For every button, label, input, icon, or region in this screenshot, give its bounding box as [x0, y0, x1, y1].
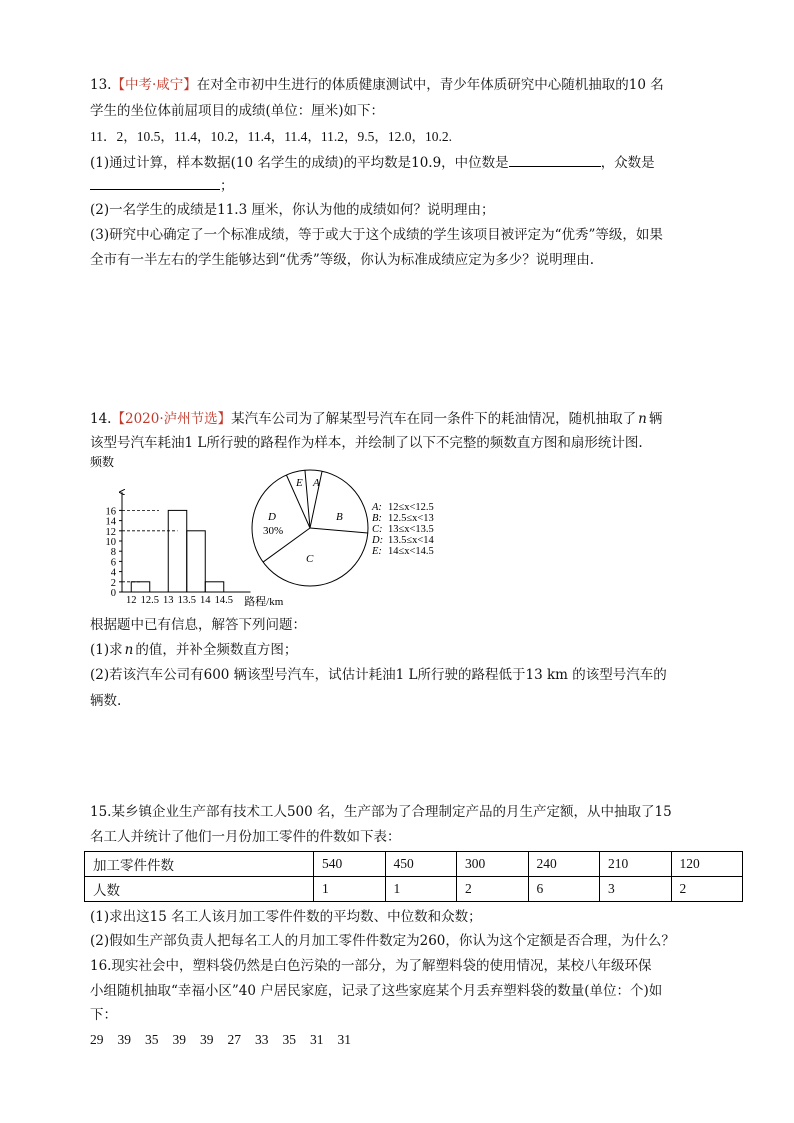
q15-part1: (1)求出这15 名工人该月加工零件件数的平均数、中位数和众数；	[90, 909, 482, 925]
q13-data-line: 11．2，10.5，11.4，10.2，11.4，11.4，11.2，9.5，12.0，10.2.	[90, 129, 452, 144]
table-row	[85, 877, 743, 902]
table-cell: 120	[671, 852, 743, 877]
q16-line3: 下：	[90, 1007, 117, 1023]
legend-range: 13≤x<13.5	[388, 524, 434, 535]
q16-line2: 小组随机抽取“幸福小区”40 户居民家庭，记录了这些家庭某个月丢弃塑料袋的数量(单位：个)如	[90, 983, 663, 999]
pie-slice-label: E	[296, 477, 303, 489]
legend-key: E:	[372, 546, 382, 557]
pie-slice-label: A	[313, 477, 320, 489]
q13-mode-blank[interactable]	[90, 175, 220, 190]
legend-key: A:	[372, 502, 382, 513]
q16-value: 35	[145, 1032, 159, 1047]
q13-median-blank[interactable]	[509, 152, 601, 167]
q13-part2: (2)一名学生的成绩是11.3 厘米，你认为他的成绩如何？说明理由；	[90, 202, 495, 218]
table-cell: 6	[528, 877, 600, 902]
q16-value: 27	[227, 1032, 241, 1047]
q13-part1-text-a: (1)通过计算，样本数据(10 名学生的成绩)的平均数是10.9，中位数是	[90, 155, 509, 171]
q14-part1-var-n: n	[124, 642, 134, 658]
x-axis-label: 路程/km	[244, 596, 284, 608]
table-cell: 450	[385, 852, 457, 877]
q14-number: 14.	[90, 411, 112, 427]
q13-part1-cont	[90, 175, 234, 195]
histogram-bar	[205, 582, 224, 592]
legend-range: 12.5≤x<13	[388, 513, 434, 524]
pie-slice-edge	[310, 528, 368, 533]
q14-line1-text-b: 辆	[648, 411, 663, 427]
q16-value: 39	[172, 1032, 186, 1047]
q13-part3-b: 全市有一半左右的学生能够达到“优秀”等级，你认为标准成绩应定为多少？说明理由.	[90, 252, 595, 268]
x-tick-label: 13	[163, 595, 174, 606]
table-cell: 540	[314, 852, 386, 877]
q15-line2: 名工人并统计了他们一月份加工零件的件数如下表：	[90, 829, 401, 845]
q15-line1: 15.某乡镇企业生产部有技术工人500 名，生产部为了合理制定产品的月生产定额，从中抽取了15	[90, 804, 672, 820]
histogram-bar	[131, 582, 150, 592]
q13-part3-a: (3)研究中心确定了一个标准成绩，等于或大于这个成绩的学生该项目被评定为“优秀”等级，如果	[90, 227, 663, 243]
q13-part1-end: ；	[220, 178, 234, 194]
q13-line1-text: 在对全市初中生进行的体质健康测试中，青少年体质研究中心随机抽取的10 名	[196, 77, 664, 93]
q14-line1-text-a: 某汽车公司为了解某型号汽车在同一条件下的耗油情况，随机抽取了	[231, 411, 637, 427]
x-tick-label: 12.5	[140, 595, 159, 606]
legend-key: D:	[372, 535, 384, 546]
q16-value: 31	[337, 1032, 351, 1047]
y-tick-label: 0	[110, 588, 116, 599]
table-cell: 2	[671, 877, 743, 902]
q13-line2: 学生的坐位体前屈项目的成绩(单位：厘米)如下：	[90, 103, 385, 119]
legend-key: C:	[372, 524, 383, 535]
y-tick-label: 2	[110, 577, 116, 589]
q16-value: 39	[200, 1032, 214, 1047]
y-tick-label: 16	[105, 506, 116, 518]
table-cell: 300	[457, 852, 529, 877]
q15-part2: (2)假如生产部负责人把每名工人的月加工零件件数定为260，你认为这个定额是否合理，为什么？	[90, 933, 675, 949]
table-header-cell: 人数	[85, 877, 314, 902]
table-cell: 210	[600, 852, 672, 877]
x-tick-label: 12	[126, 595, 137, 606]
table-cell: 1	[314, 877, 386, 902]
q13-source-tag: 【中考·咸宁】	[111, 77, 197, 93]
table-header-cell: 加工零件件数	[85, 852, 314, 877]
q16-values	[90, 1031, 351, 1049]
table-cell: 240	[528, 852, 600, 877]
legend-range: 13.5≤x<14	[388, 535, 434, 546]
q14-var-n: n	[638, 411, 647, 427]
y-tick-label: 4	[110, 567, 116, 579]
q14-line2: 该型号汽车耗油1 L所行驶的路程作为样本，并绘制了以下不完整的频数直方图和扇形统计图.	[90, 435, 643, 451]
table-cell: 2	[457, 877, 529, 902]
x-tick-label: 14	[200, 595, 211, 606]
q13-part1-text-b: ，众数是	[600, 155, 655, 171]
q16-value: 35	[282, 1032, 296, 1047]
q14-source-tag: 【2020·泸州节选】	[111, 411, 232, 427]
q13-part1	[90, 152, 655, 172]
legend-range: 12≤x<12.5	[388, 502, 434, 513]
q16-value: 33	[255, 1032, 269, 1047]
legend-key: B:	[372, 513, 382, 524]
q16-value: 29	[90, 1032, 104, 1047]
q14-after-chart: 根据题中已有信息，解答下列问题：	[90, 617, 306, 633]
table-row	[85, 852, 743, 877]
histogram-bar	[168, 510, 187, 592]
q16-line1: 16.现实社会中，塑料袋仍然是白色污染的一部分，为了解塑料袋的使用情况，某校八年级环保	[90, 958, 652, 974]
q16-value: 31	[310, 1032, 324, 1047]
table-cell: 1	[385, 877, 457, 902]
q13-number: 13.	[90, 77, 112, 93]
q13-line1	[90, 76, 664, 94]
q14-part1-text-a: (1)求	[90, 642, 123, 658]
x-tick-label: 14.5	[214, 595, 233, 606]
q14-part2-a: (2)若该汽车公司有600 辆该型号汽车，试估计耗油1 L所行驶的路程低于13 km 的该型号汽车的	[90, 667, 667, 683]
pie-chart	[250, 460, 470, 600]
pie-slice-label: D	[268, 511, 276, 523]
y-tick-label: 12	[105, 526, 116, 538]
q16-value: 39	[117, 1032, 131, 1047]
q14-part1	[90, 641, 297, 659]
y-axis-label: 频数	[90, 455, 115, 469]
q14-line1	[90, 410, 662, 428]
q14-part1-text-b: 的值，并补全频数直方图；	[135, 642, 298, 658]
y-tick-label: 14	[105, 516, 116, 528]
table-cell: 3	[600, 877, 672, 902]
histogram-bar	[187, 531, 206, 592]
y-tick-label: 8	[110, 547, 116, 559]
y-tick-label: 6	[110, 557, 116, 569]
q15-table	[84, 851, 743, 902]
pie-slice-label: C	[306, 553, 314, 565]
q14-part2-b: 辆数.	[90, 693, 122, 709]
pie-slice-percent: 30%	[263, 525, 284, 537]
x-tick-label: 13.5	[177, 595, 196, 606]
legend-range: 14≤x<14.5	[388, 546, 434, 557]
y-tick-label: 10	[105, 537, 116, 548]
pie-slice-label: B	[336, 511, 343, 523]
